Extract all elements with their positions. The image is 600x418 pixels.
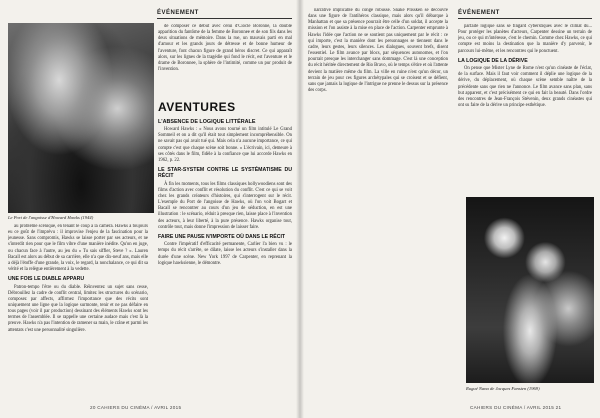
paragraph: parfaite logique sans se fingard cyberstiques avec le climat du... Pour protéger les planètes d'acteurs, Carpenter dessine un terrain de jeu, ou ce qui m'intéresse, c'est le chemin. Comme chez Hawks, ce qui compte est moins la destination que la manière d'y parvenir, le parcours lui-même, et les rencontres qui le ponctuent.: [458, 24, 592, 54]
film-still-photo: [466, 197, 594, 383]
spread-gutter: [296, 0, 304, 418]
subheading: LE STAR-SYSTEM CONTRE LE SYSTÉMATISME DU RÉCIT: [158, 167, 292, 180]
film-still-photo: [8, 23, 154, 213]
text-column: [308, 8, 448, 403]
section-rule: [458, 18, 592, 19]
text-column: [158, 117, 292, 402]
subheading: FAIRE UNE PAUSE N'IMPORTE OÙ DANS LE RÉCIT: [158, 233, 286, 240]
paragraph: narrative implicable du congé robusse. Snake Plissken se découvre dans une figure de l'antihéros classique, mais alors qu'il débarque à Manhattan et que sa présence pourrait être celle d'un soldat, il accepte la mission et l'on assiste à la mise en place de l'action. Carpenter emprunte à Hawks l'idée que l'action ne se soutient pas uniquement par le récit : ce qui importe, c'est la manière dont les personnages se tiennent dans le cadre, leurs gestes, leurs silences. Les dialogues, souvent brefs, disent l'essentiel. Le film avance par blocs, par séquences autonomes, et l'on pourrait presque les interchanger sans dommage. C'est là une conception du récit héritée directement de Rio Bravo, où le temps s'étire et où l'attente devient la matière même du film. La ville en ruine n'est qu'un décor, un terrain de jeu pour ces figures archétypales qui se croisent et se défient, sans que jamais la logique de l'intrigue ne prenne le dessus sur la présence des corps.: [308, 8, 448, 94]
paragraph: au problème scénique, en tenant le coup à la caméra. Hawks a toujours eu ce goût de l'imprévu : il improvise l'enjeu de la fascination pour la jeunesse. Sans compromis, Hawks se laisse porter par ses acteurs, et ne s'interdit rien pour que le film vibre d'une manière inédite. Qu'on en juge, ou chacun face à l'autre, au jeu du « Tu sais siffler, Steve ? ». Lauren Bacall est alors au début de sa carrière, elle n'a que dix-neuf ans, mais elle a déjà l'étoffe d'une grande, la voix, le regard, la nonchalance, ce qui dit sa vérité et la relègue entièrement à la vedette.: [8, 224, 148, 273]
paragraph: Contre l'impératif d'efficacité permanente, Carlier l'a bien vu : le temps du récit s'arrête, se dilate, laisse les acteurs s'installer dans la durée d'une scène. New York 1997 de Carpenter, en reprenant la logique hawksienne, le démontre.: [158, 242, 292, 266]
paragraph: Patron-tempo l'être ou du diable. Réinventez un sujet sans cesse, Débrouillez la cadre de conflit central, limitez les structures du scénario, composez par affects, affirmez l'importance que des récits sont uniquement une ligne que la logique surmonte, tenir et ne pas défaire en tous pages (voir il par production) dessinant des éléments Hawks sont les termes de l'assemblée. Il se rappelle une certaine audace mais c'est là la preuve. Hawks n'a pas l'intention de ramener sa main, le crâne et parmi les attentats c'est une personnalité singulière.: [8, 284, 148, 333]
subheading: LA LOGIQUE DE LA DÉRIVE: [458, 57, 528, 64]
text-column: [8, 224, 148, 402]
article-title: AVENTURES: [158, 100, 236, 114]
paragraph: de composer ce début avec celui d'Ciocle Boronne, la double apparition du fantôme de la femme de Boronnee et de son fils dans les deux situations de mémoire. Dans la rue, un mauvais parti en mal d'amour et les grands jours de détresse et de bonne humeur de l'aventure, font chacun figure de grand héros discret. Ce qui apparaît alors, sur les lignes de la tragédie qui fond le récit, est l'aventure et le drame de Boronnee, la sphère de l'intimité, comme un pur produit de l'invention.: [158, 24, 292, 73]
section-rule: [157, 18, 292, 19]
page-folio: CAHIERS DU CINÉMA / AVRIL 2015 21: [470, 405, 562, 410]
paragraph: Howard Hawks : « Nous avons tourné un film intitulé Le Grand Sommeil et on a dit qu'il était tout simplement incompréhensible. On ne savait pas qui avait tué qui. Mais cela n'a aucune importance, ce qui compte c'est que chaque scène soit bonne. » L'écrivain, ici, demeure à ses côtés dans le film, fidèle à la confiance que lui accorde Hawks en 1962, p. 22.: [158, 127, 292, 163]
paragraph: À fin les moments, tous les films classiques hollywoodiens sont des films d'action avec conflit et résolution du conflit. C'est ce qui se voit chez les grands créateurs d'histoires, qui s'interrogent sur le récit. L'exemple du Port de l'angoisse de Hawks, où l'on voit Bogart et Bacall se rencontrer au cours d'un jeu de séduction, en est une illustration : le scénario, réduit à presque rien, laisse place à l'invention des acteurs, à leur liberté, à la pure présence. Hawks organise tout, contrôle tout, mais donne l'impression de laisser faire.: [158, 181, 292, 230]
right-page: [300, 0, 600, 418]
section-label: ÉVÉNEMENT: [157, 10, 199, 16]
paragraph: On pense que Mister Lyne de Rome n'est qu'un cinéaste de l'éclat, de la surface. Mais il faut voir comment il déplie une logique de la dérive, du déplacement, où chaque scène semble naître de la précédente sans que rien ne l'annonce. Le film avance sans plan, sans but apparent, et c'est précisément ce qui en fait la beauté. Dans l'ordre des rencontres de Jean-François Stévenin, deux grands cinéastes qui ont su faire de la dérive un principe esthétique.: [458, 66, 592, 109]
text-column: [158, 24, 292, 98]
subheading: UNE FOIS LE DIABLE APPARU: [8, 276, 85, 283]
lede-heading: L'ABSENCE DE LOGIQUE LITTÉRALE: [158, 119, 256, 125]
photo-caption: Rugué Nana de Jacques Fansten (1969): [466, 386, 540, 391]
page-folio: 20 CAHIERS DU CINÉMA / AVRIL 2015: [90, 405, 182, 410]
section-label: ÉVÉNEMENT: [458, 10, 500, 16]
text-column: [458, 24, 592, 194]
photo-caption: Le Port de l'angoisse d'Howard Hawks (1944): [8, 215, 94, 220]
